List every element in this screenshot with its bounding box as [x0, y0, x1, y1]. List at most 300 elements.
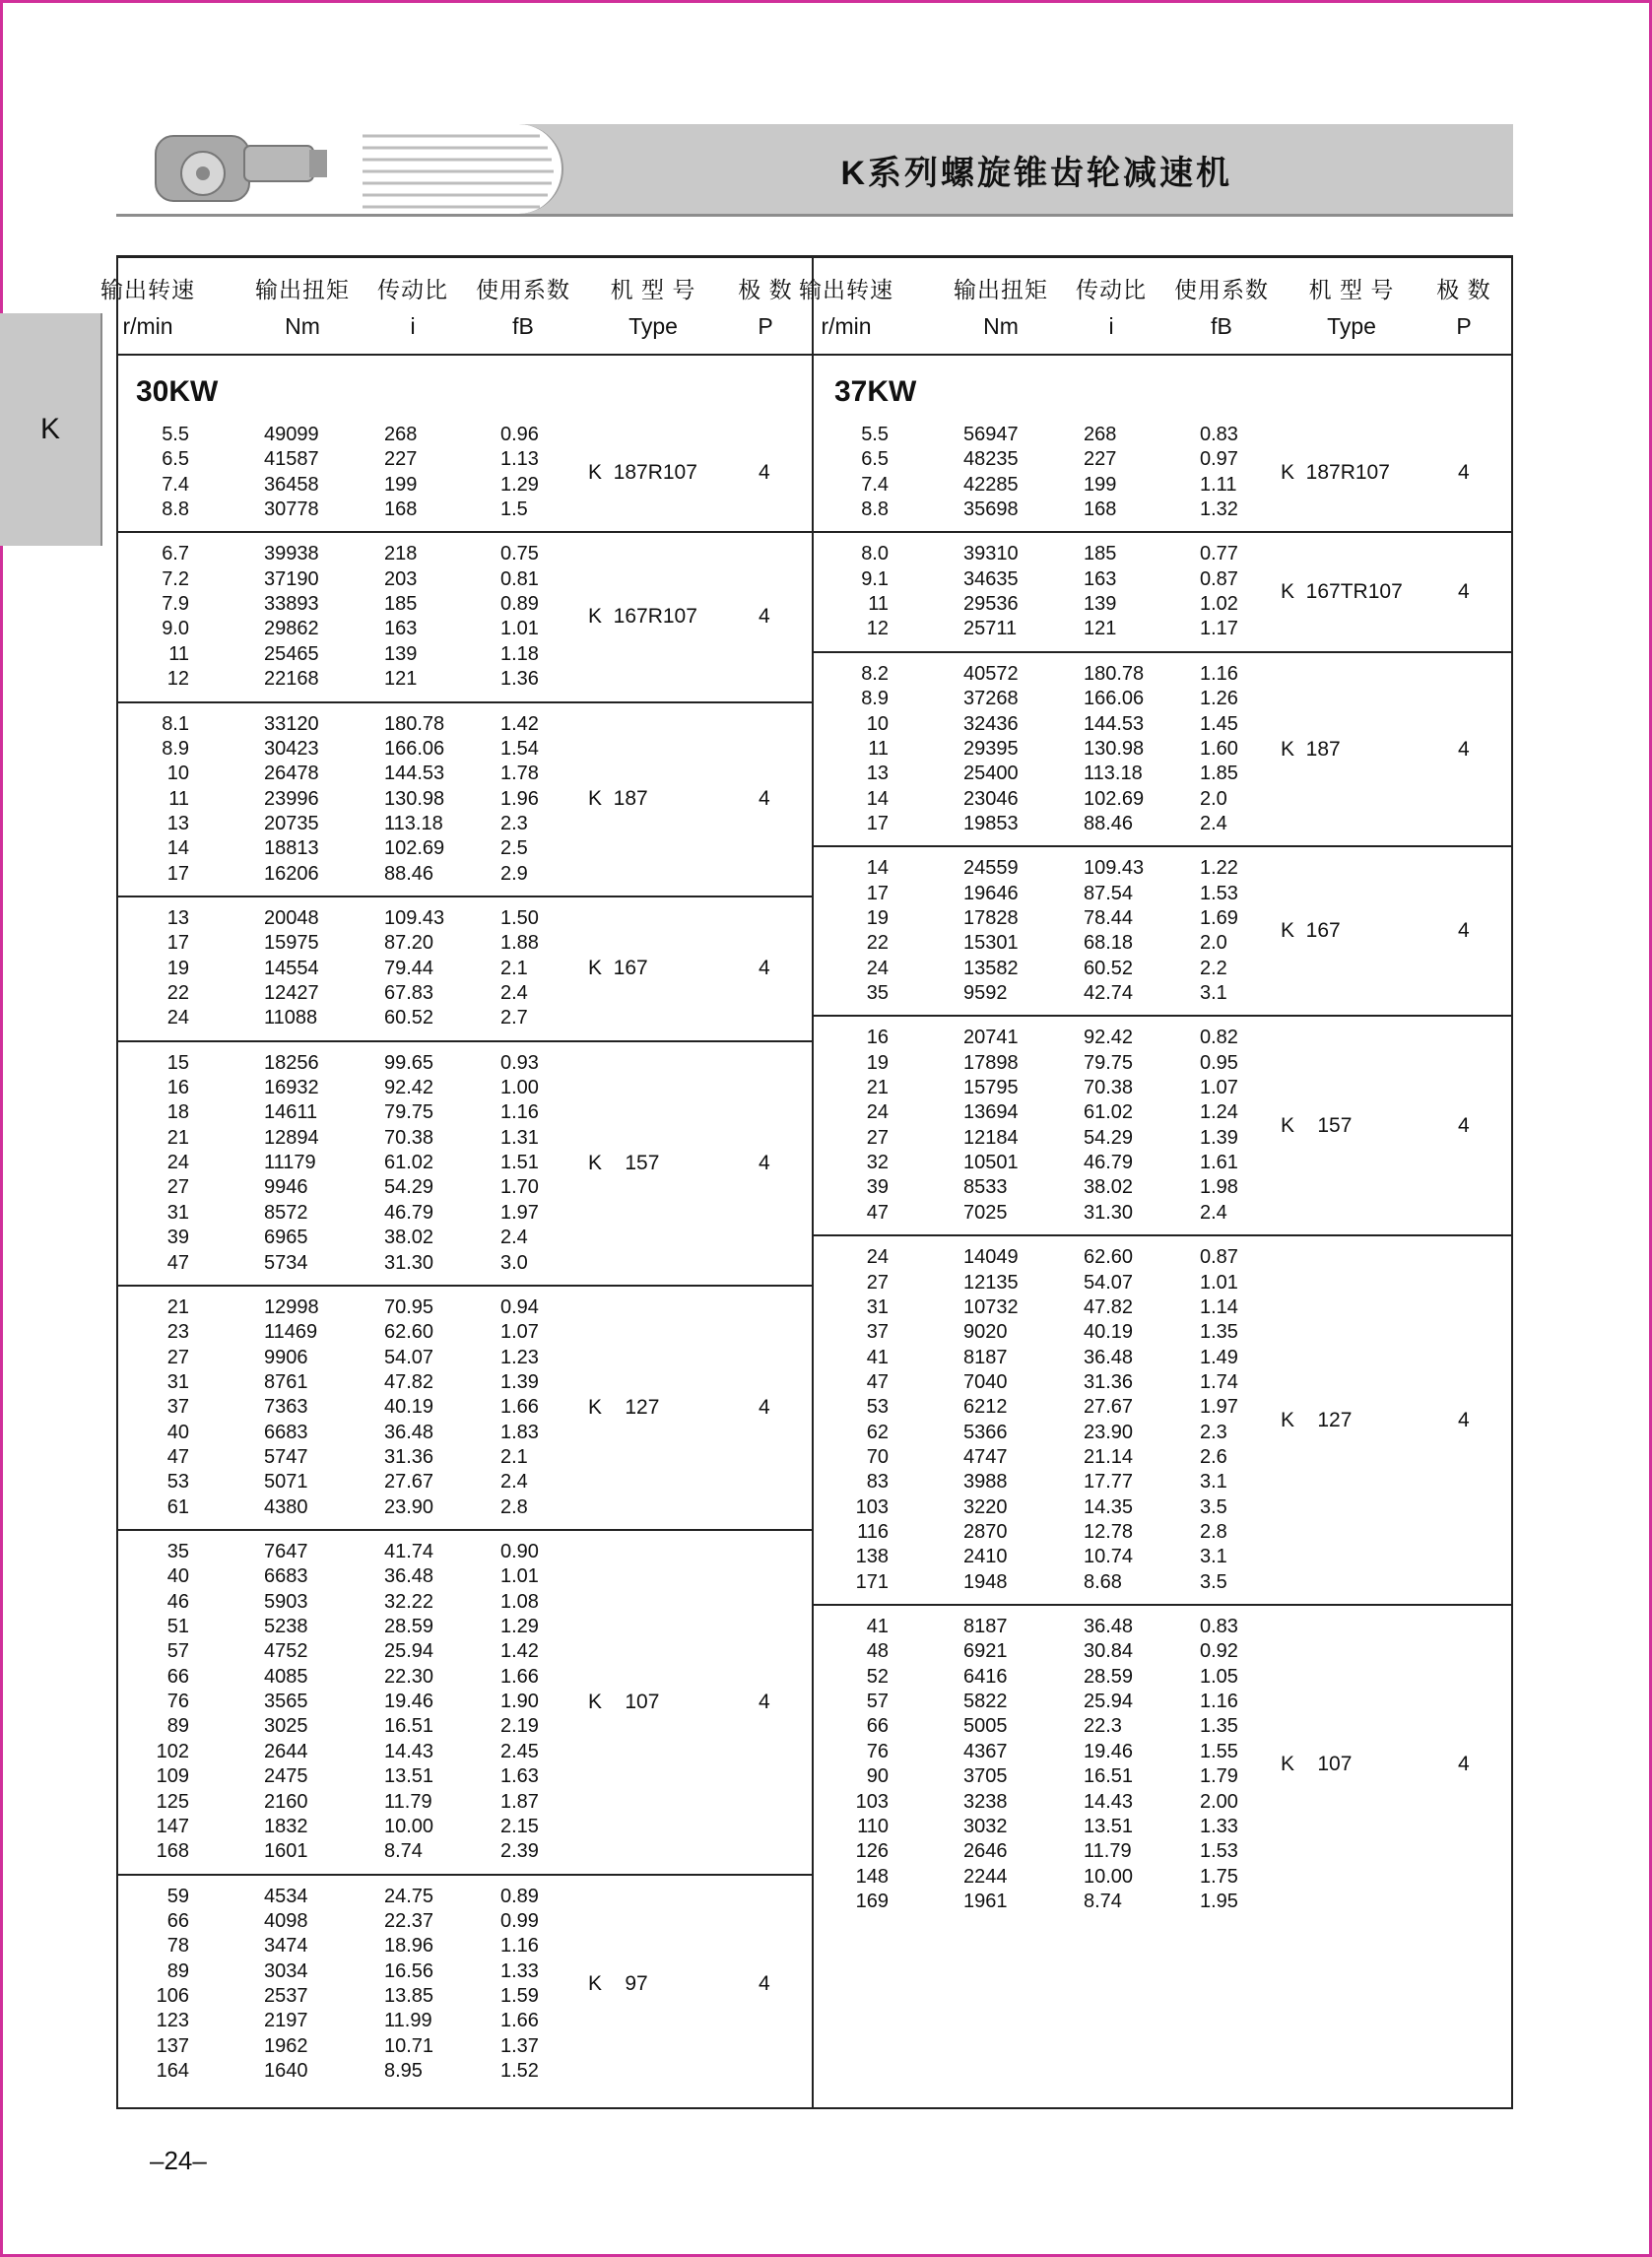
speed-cell: 24 [866, 1246, 889, 1269]
table-row [0, 688, 1652, 712]
ratio-cell: 168 [384, 498, 418, 521]
speed-cell: 22 [866, 932, 889, 955]
ratio-cell: 47.82 [384, 1370, 434, 1393]
torque-cell: 5734 [264, 1251, 308, 1274]
ratio-cell: 25.94 [384, 1640, 434, 1663]
model-type-label: K 127 [588, 1395, 660, 1419]
ratio-cell: 10.74 [1084, 1546, 1134, 1568]
ratio-cell: 19.46 [1084, 1740, 1134, 1762]
torque-cell: 20741 [963, 1027, 1019, 1049]
torque-cell: 20735 [264, 812, 319, 834]
speed-cell: 13 [866, 763, 889, 785]
ratio-cell: 11.99 [384, 2010, 432, 2032]
table-row [0, 424, 1652, 448]
factor-cell: 1.29 [500, 473, 539, 496]
factor-cell: 2.39 [500, 1840, 539, 1863]
ratio-cell: 163 [384, 618, 418, 640]
torque-cell: 25465 [264, 642, 319, 665]
header-pole-left: 极 数 [738, 277, 793, 302]
header-image-panel [116, 124, 563, 214]
torque-cell: 9592 [963, 982, 1008, 1004]
torque-cell: 5005 [963, 1715, 1008, 1738]
header-unit-ratio-right: i [1108, 313, 1114, 339]
ratio-cell: 79.75 [384, 1101, 434, 1124]
ratio-cell: 268 [1084, 424, 1117, 445]
speed-cell: 11 [868, 593, 889, 616]
torque-cell: 36458 [264, 473, 319, 496]
factor-cell: 1.52 [500, 2060, 539, 2082]
table-row [0, 1176, 1652, 1201]
factor-cell: 2.2 [1200, 957, 1227, 979]
torque-cell: 23996 [264, 787, 319, 810]
ratio-cell: 70.38 [384, 1126, 434, 1149]
factor-cell: 1.51 [500, 1152, 539, 1174]
speed-cell: 147 [156, 1815, 189, 1837]
ratio-cell: 36.48 [384, 1565, 434, 1588]
ratio-cell: 16.51 [384, 1715, 434, 1738]
header-rule [116, 354, 1513, 356]
speed-cell: 8.8 [861, 498, 889, 521]
torque-cell: 13694 [963, 1101, 1019, 1124]
speed-cell: 14 [166, 837, 189, 860]
speed-cell: 62 [866, 1421, 889, 1443]
table-row [0, 1052, 1652, 1077]
factor-cell: 2.0 [1200, 932, 1227, 955]
torque-cell: 9906 [264, 1346, 308, 1368]
model-type-label: K 167 [1281, 919, 1341, 943]
ratio-cell: 42.74 [1084, 982, 1134, 1004]
speed-cell: 31 [166, 1370, 189, 1393]
header-type-right: 机 型 号 [1308, 277, 1395, 302]
speed-cell: 8.9 [861, 688, 889, 710]
torque-cell: 14554 [264, 957, 319, 979]
torque-cell: 24559 [963, 857, 1019, 880]
header-unit-ratio-left: i [410, 313, 416, 339]
ratio-cell: 36.48 [1084, 1616, 1134, 1638]
model-type-label: K 107 [1281, 1753, 1353, 1776]
speed-cell: 32 [866, 1152, 889, 1174]
speed-cell: 39 [866, 1176, 889, 1199]
ratio-cell: 78.44 [1084, 906, 1134, 929]
torque-cell: 19646 [963, 882, 1019, 904]
torque-cell: 3238 [963, 1790, 1008, 1813]
torque-cell: 17828 [963, 906, 1019, 929]
torque-cell: 18256 [264, 1051, 319, 1074]
speed-cell: 76 [166, 1691, 189, 1713]
table-row [0, 1616, 1652, 1640]
factor-cell: 0.87 [1200, 567, 1238, 590]
ratio-cell: 92.42 [384, 1077, 434, 1099]
ratio-cell: 12.78 [1084, 1521, 1134, 1543]
pole-count-label: 4 [759, 1690, 770, 1713]
speed-cell: 14 [866, 857, 889, 880]
speed-cell: 13 [166, 906, 189, 929]
factor-cell: 1.42 [500, 712, 539, 735]
speed-cell: 27 [866, 1271, 889, 1294]
speed-cell: 126 [855, 1840, 889, 1863]
speed-cell: 35 [166, 1541, 189, 1562]
factor-cell: 1.95 [1200, 1890, 1238, 1912]
ratio-cell: 70.95 [384, 1295, 434, 1318]
ratio-cell: 8.74 [384, 1840, 423, 1863]
ratio-cell: 139 [1084, 593, 1117, 616]
factor-cell: 1.18 [500, 642, 539, 665]
ratio-cell: 113.18 [384, 812, 443, 834]
torque-cell: 5238 [264, 1616, 308, 1638]
table-row [0, 1152, 1652, 1176]
speed-cell: 19 [866, 906, 889, 929]
factor-cell: 1.74 [1200, 1370, 1238, 1393]
factor-cell: 2.19 [500, 1715, 539, 1738]
ratio-cell: 166.06 [384, 737, 445, 760]
gearbox-product-icon [116, 124, 562, 214]
ratio-cell: 21.14 [1084, 1445, 1134, 1468]
torque-cell: 6683 [264, 1421, 308, 1443]
table-row [0, 1272, 1652, 1296]
ratio-cell: 88.46 [384, 862, 434, 885]
factor-cell: 2.15 [500, 1815, 539, 1837]
factor-cell: 2.4 [500, 982, 528, 1004]
speed-cell: 8.1 [162, 712, 189, 735]
factor-cell: 0.94 [500, 1295, 539, 1318]
ratio-cell: 102.69 [1084, 787, 1145, 810]
speed-cell: 31 [866, 1295, 889, 1318]
factor-cell: 1.07 [500, 1321, 539, 1344]
speed-cell: 66 [166, 1665, 189, 1688]
factor-cell: 1.59 [500, 1984, 539, 2007]
table-row [0, 663, 1652, 688]
speed-cell: 8.9 [162, 737, 189, 760]
factor-cell: 1.88 [500, 932, 539, 955]
ratio-cell: 87.20 [384, 932, 434, 955]
torque-cell: 2197 [264, 2010, 308, 2032]
speed-cell: 8.0 [861, 543, 889, 565]
factor-cell: 1.66 [500, 1396, 539, 1419]
factor-cell: 0.83 [1200, 424, 1238, 445]
speed-cell: 24 [866, 1101, 889, 1124]
speed-cell: 57 [866, 1691, 889, 1713]
torque-cell: 1961 [963, 1890, 1008, 1912]
ratio-cell: 22.37 [384, 1909, 434, 1932]
page-title: K系列螺旋锥齿轮减速机 [840, 155, 1232, 192]
group-separator [814, 1234, 1513, 1236]
header-speed-right: 输出转速 [799, 277, 893, 302]
speed-cell: 16 [866, 1027, 889, 1049]
factor-cell: 1.49 [1200, 1346, 1238, 1368]
factor-cell: 1.01 [1200, 1271, 1238, 1294]
ratio-cell: 28.59 [1084, 1665, 1134, 1688]
speed-cell: 8.8 [162, 498, 189, 521]
speed-cell: 31 [166, 1201, 189, 1224]
torque-cell: 37268 [963, 688, 1019, 710]
torque-cell: 15301 [963, 932, 1019, 955]
table-row [0, 1765, 1652, 1790]
torque-cell: 14049 [963, 1246, 1019, 1269]
torque-cell: 5366 [963, 1421, 1008, 1443]
torque-cell: 4747 [963, 1445, 1008, 1468]
ratio-cell: 38.02 [1084, 1176, 1134, 1199]
speed-cell: 59 [166, 1885, 189, 1907]
ratio-cell: 14.43 [1084, 1790, 1134, 1813]
ratio-cell: 268 [384, 424, 418, 445]
ratio-cell: 60.52 [384, 1007, 434, 1029]
speed-cell: 15 [166, 1051, 189, 1074]
factor-cell: 0.81 [500, 567, 539, 590]
ratio-cell: 16.51 [1084, 1765, 1134, 1788]
torque-cell: 4752 [264, 1640, 308, 1663]
factor-cell: 1.23 [500, 1346, 539, 1368]
factor-cell: 1.31 [500, 1126, 539, 1149]
factor-cell: 0.89 [500, 1885, 539, 1907]
ratio-cell: 19.46 [384, 1691, 434, 1713]
torque-cell: 5071 [264, 1471, 308, 1494]
torque-cell: 10501 [963, 1152, 1019, 1174]
ratio-cell: 203 [384, 567, 418, 590]
torque-cell: 2646 [963, 1840, 1008, 1863]
ratio-cell: 14.35 [1084, 1495, 1134, 1518]
table-row [0, 1985, 1652, 2010]
factor-cell: 1.75 [1200, 1865, 1238, 1888]
ratio-cell: 46.79 [1084, 1152, 1134, 1174]
speed-cell: 21 [866, 1077, 889, 1099]
factor-cell: 2.1 [500, 1445, 528, 1468]
factor-cell: 3.1 [1200, 982, 1227, 1004]
torque-cell: 12427 [264, 982, 319, 1004]
torque-cell: 35698 [963, 498, 1019, 521]
pole-count-label: 4 [759, 460, 770, 484]
ratio-cell: 13.51 [1084, 1815, 1134, 1837]
factor-cell: 3.0 [500, 1251, 528, 1274]
table-row [0, 857, 1652, 882]
speed-cell: 13 [166, 812, 189, 834]
ratio-cell: 61.02 [1084, 1101, 1134, 1124]
ratio-cell: 11.79 [1084, 1840, 1132, 1863]
factor-cell: 0.93 [500, 1051, 539, 1074]
speed-cell: 6.7 [162, 543, 189, 565]
factor-cell: 2.0 [1200, 787, 1227, 810]
header-ratio-left: 传动比 [377, 277, 448, 302]
torque-cell: 30423 [264, 737, 319, 760]
pole-count-label: 4 [1458, 1408, 1470, 1431]
model-type-label: K 167R107 [588, 605, 697, 629]
speed-cell: 37 [866, 1321, 889, 1344]
pole-count-label: 4 [1458, 1113, 1470, 1137]
factor-cell: 1.90 [500, 1691, 539, 1713]
ratio-cell: 46.79 [384, 1201, 434, 1224]
torque-cell: 48235 [963, 448, 1019, 471]
speed-cell: 5.5 [162, 424, 189, 445]
factor-cell: 1.83 [500, 1421, 539, 1443]
group-separator [814, 1604, 1513, 1606]
ratio-cell: 60.52 [1084, 957, 1134, 979]
speed-cell: 47 [166, 1445, 189, 1468]
side-tab-label: K [39, 413, 60, 445]
factor-cell: 2.3 [500, 812, 528, 834]
factor-cell: 2.5 [500, 837, 528, 860]
speed-cell: 89 [166, 1959, 189, 1982]
model-type-label: K 127 [1281, 1408, 1353, 1431]
table-row [0, 1296, 1652, 1321]
factor-cell: 2.4 [1200, 1201, 1227, 1224]
header-factor-left: 使用系数 [476, 277, 570, 302]
ratio-cell: 25.94 [1084, 1691, 1134, 1713]
ratio-cell: 144.53 [384, 763, 445, 785]
table-row [0, 1866, 1652, 1891]
torque-cell: 3220 [963, 1495, 1008, 1518]
factor-cell: 2.45 [500, 1740, 539, 1762]
speed-cell: 5.5 [861, 424, 889, 445]
factor-cell: 2.4 [500, 1227, 528, 1249]
torque-cell: 8761 [264, 1370, 308, 1393]
ratio-cell: 22.3 [1084, 1715, 1122, 1738]
factor-cell: 1.69 [1200, 906, 1238, 929]
factor-cell: 0.75 [500, 543, 539, 565]
header-unit-speed-left: r/min [122, 313, 173, 339]
torque-cell: 12135 [963, 1271, 1019, 1294]
group-separator [814, 845, 1513, 847]
factor-cell: 1.97 [1200, 1396, 1238, 1419]
ratio-cell: 199 [1084, 473, 1117, 496]
speed-cell: 24 [166, 1152, 189, 1174]
factor-cell: 1.60 [1200, 737, 1238, 760]
table-row [0, 1960, 1652, 1985]
torque-cell: 7647 [264, 1541, 308, 1562]
factor-cell: 3.1 [1200, 1546, 1227, 1568]
factor-cell: 0.77 [1200, 543, 1238, 565]
factor-cell: 1.08 [500, 1590, 539, 1613]
table-row [0, 498, 1652, 523]
speed-cell: 12 [866, 618, 889, 640]
header-unit-factor-right: fB [1211, 313, 1232, 339]
torque-cell: 40572 [963, 662, 1019, 685]
torque-cell: 11088 [264, 1007, 318, 1029]
torque-cell: 7363 [264, 1396, 308, 1419]
speed-cell: 90 [866, 1765, 889, 1788]
table-row [0, 1347, 1652, 1371]
speed-cell: 14 [866, 787, 889, 810]
header-unit-factor-left: fB [512, 313, 534, 339]
ratio-cell: 23.90 [1084, 1421, 1134, 1443]
ratio-cell: 40.19 [384, 1396, 434, 1419]
table-row [0, 1471, 1652, 1495]
model-type-label: K 157 [1281, 1113, 1353, 1137]
factor-cell: 1.98 [1200, 1176, 1238, 1199]
torque-cell: 23046 [963, 787, 1019, 810]
speed-cell: 9.0 [162, 618, 189, 640]
header-unit-torque-left: Nm [285, 313, 320, 339]
table-row [0, 1546, 1652, 1570]
speed-cell: 106 [156, 1984, 189, 2007]
torque-cell: 1601 [264, 1840, 308, 1863]
torque-cell: 20048 [264, 906, 319, 929]
speed-cell: 148 [855, 1865, 889, 1888]
torque-cell: 7025 [963, 1201, 1008, 1224]
ratio-cell: 10.71 [384, 2034, 434, 2057]
torque-cell: 2537 [264, 1984, 308, 2007]
model-type-label: K 167 [588, 957, 648, 980]
torque-cell: 2160 [264, 1790, 308, 1813]
group-separator [814, 1015, 1513, 1017]
factor-cell: 1.70 [500, 1176, 539, 1199]
group-separator [116, 531, 812, 533]
ratio-cell: 31.30 [384, 1251, 434, 1274]
speed-cell: 7.2 [162, 567, 189, 590]
speed-cell: 24 [166, 1007, 189, 1029]
speed-cell: 70 [866, 1445, 889, 1468]
header-torque-left: 输出扭矩 [255, 277, 350, 302]
speed-cell: 37 [166, 1396, 189, 1419]
torque-cell: 6212 [963, 1396, 1008, 1419]
speed-cell: 78 [166, 1935, 189, 1958]
torque-cell: 29395 [963, 737, 1019, 760]
factor-cell: 0.99 [500, 1909, 539, 1932]
speed-cell: 18 [166, 1101, 189, 1124]
speed-cell: 53 [866, 1396, 889, 1419]
ratio-cell: 121 [384, 668, 418, 691]
torque-cell: 8187 [963, 1616, 1008, 1638]
factor-cell: 1.53 [1200, 882, 1238, 904]
factor-cell: 1.79 [1200, 1765, 1238, 1788]
speed-cell: 103 [855, 1495, 889, 1518]
torque-cell: 3474 [264, 1935, 308, 1958]
factor-cell: 1.01 [500, 1565, 539, 1588]
speed-cell: 7.4 [162, 473, 189, 496]
table-row [0, 1246, 1652, 1271]
factor-cell: 1.17 [1200, 618, 1238, 640]
factor-cell: 0.90 [500, 1541, 539, 1562]
speed-cell: 48 [866, 1640, 889, 1663]
torque-cell: 3705 [963, 1765, 1008, 1788]
ratio-cell: 27.67 [1084, 1396, 1134, 1419]
table-row [0, 618, 1652, 642]
speed-cell: 8.2 [861, 662, 889, 685]
table-row [0, 2035, 1652, 2060]
table-row [0, 1935, 1652, 1959]
ratio-cell: 130.98 [1084, 737, 1145, 760]
factor-cell: 1.22 [1200, 857, 1238, 880]
factor-cell: 2.8 [500, 1495, 528, 1518]
table-row [0, 1521, 1652, 1546]
torque-cell: 10732 [963, 1295, 1019, 1318]
speed-cell: 53 [166, 1471, 189, 1494]
ratio-cell: 99.65 [384, 1051, 434, 1074]
power-heading-left: 30KW [136, 375, 219, 408]
torque-cell: 5822 [963, 1691, 1008, 1713]
ratio-cell: 61.02 [384, 1152, 434, 1174]
speed-cell: 17 [166, 932, 189, 955]
speed-cell: 66 [866, 1715, 889, 1738]
model-type-label: K 97 [588, 1971, 648, 1995]
group-separator [814, 531, 1513, 533]
speed-cell: 52 [866, 1665, 889, 1688]
pole-count-label: 4 [759, 957, 770, 980]
factor-cell: 1.96 [500, 787, 539, 810]
factor-cell: 0.92 [1200, 1640, 1238, 1663]
torque-cell: 8187 [963, 1346, 1008, 1368]
ratio-cell: 130.98 [384, 787, 445, 810]
torque-cell: 4085 [264, 1665, 308, 1688]
ratio-cell: 54.07 [384, 1346, 434, 1368]
factor-cell: 2.1 [500, 957, 528, 979]
torque-cell: 33893 [264, 593, 319, 616]
torque-cell: 32436 [963, 712, 1019, 735]
torque-cell: 6965 [264, 1227, 308, 1249]
factor-cell: 1.66 [500, 1665, 539, 1688]
torque-cell: 18813 [264, 837, 319, 860]
ratio-cell: 180.78 [1084, 662, 1145, 685]
speed-cell: 47 [866, 1201, 889, 1224]
header-ratio-right: 传动比 [1076, 277, 1147, 302]
